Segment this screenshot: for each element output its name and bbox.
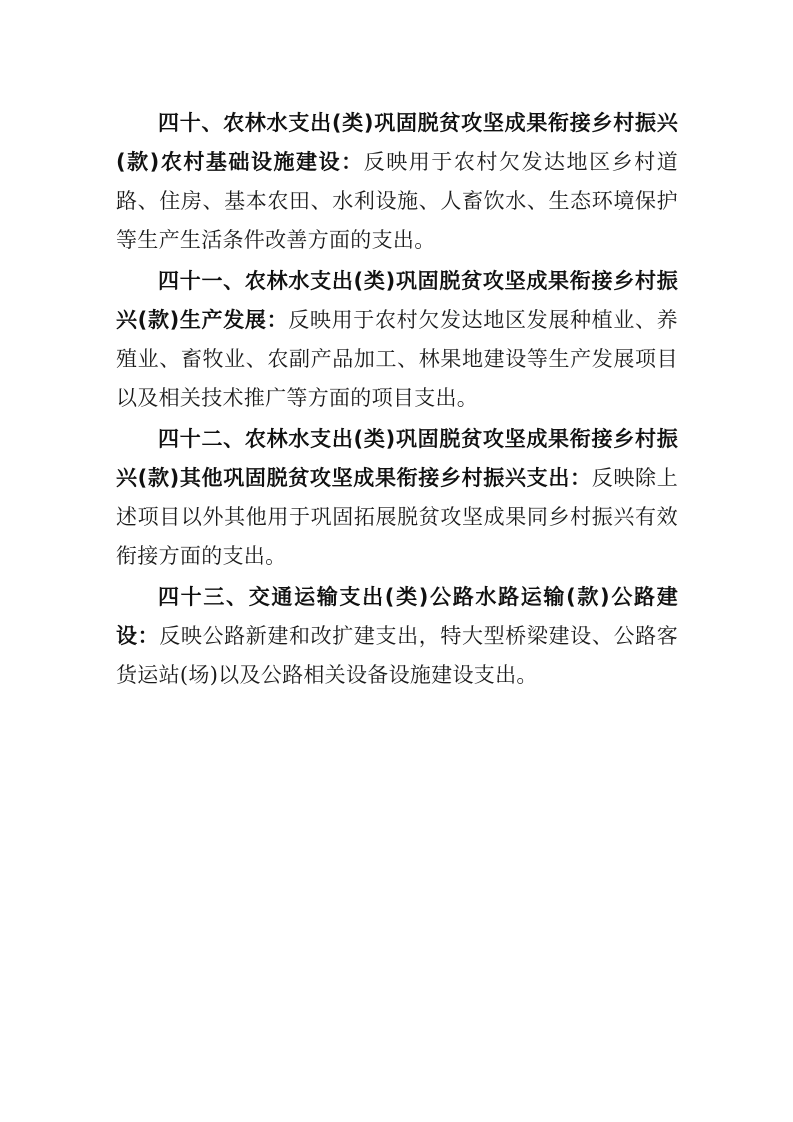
paragraph-heading: 四十三、交通运输支出(类)公路水路运输(款)公路建设： [116, 585, 678, 648]
paragraph-heading: 四十二、农林水支出(类)巩固脱贫攻坚成果衔接乡村振兴(款)其他巩固脱贫攻坚成果衔接乡村振兴支出： [116, 427, 678, 490]
paragraph-41 [116, 262, 678, 418]
paragraph-heading: 四十、农林水支出(类)巩固脱贫攻坚成果衔接乡村振兴(款)农村基础设施建设： [116, 111, 678, 174]
paragraph-text: 反映用于农村欠发达地区乡村道路、住房、基本农田、水利设施、人畜饮水、生态环境保护等生产生活条件改善方面的支出。 [116, 150, 679, 252]
paragraph-42 [116, 420, 678, 576]
paragraph-text: 反映用于农村欠发达地区发展种植业、养殖业、畜牧业、农副产品加工、林果地建设等生产发展项目以及相关技术推广等方面的项目支出。 [116, 308, 678, 410]
document-body [116, 104, 678, 697]
paragraph-text: 反映公路新建和改扩建支出，特大型桥梁建设、公路客货运站(场)以及公路相关设备设施建设支出。 [116, 624, 678, 687]
paragraph-43 [116, 578, 678, 695]
paragraph-text: 反映除上述项目以外其他用于巩固拓展脱贫攻坚成果同乡村振兴有效衔接方面的支出。 [116, 466, 679, 568]
paragraph-40 [116, 104, 678, 260]
paragraph-heading: 四十一、农林水支出(类)巩固脱贫攻坚成果衔接乡村振兴(款)生产发展： [116, 269, 678, 332]
